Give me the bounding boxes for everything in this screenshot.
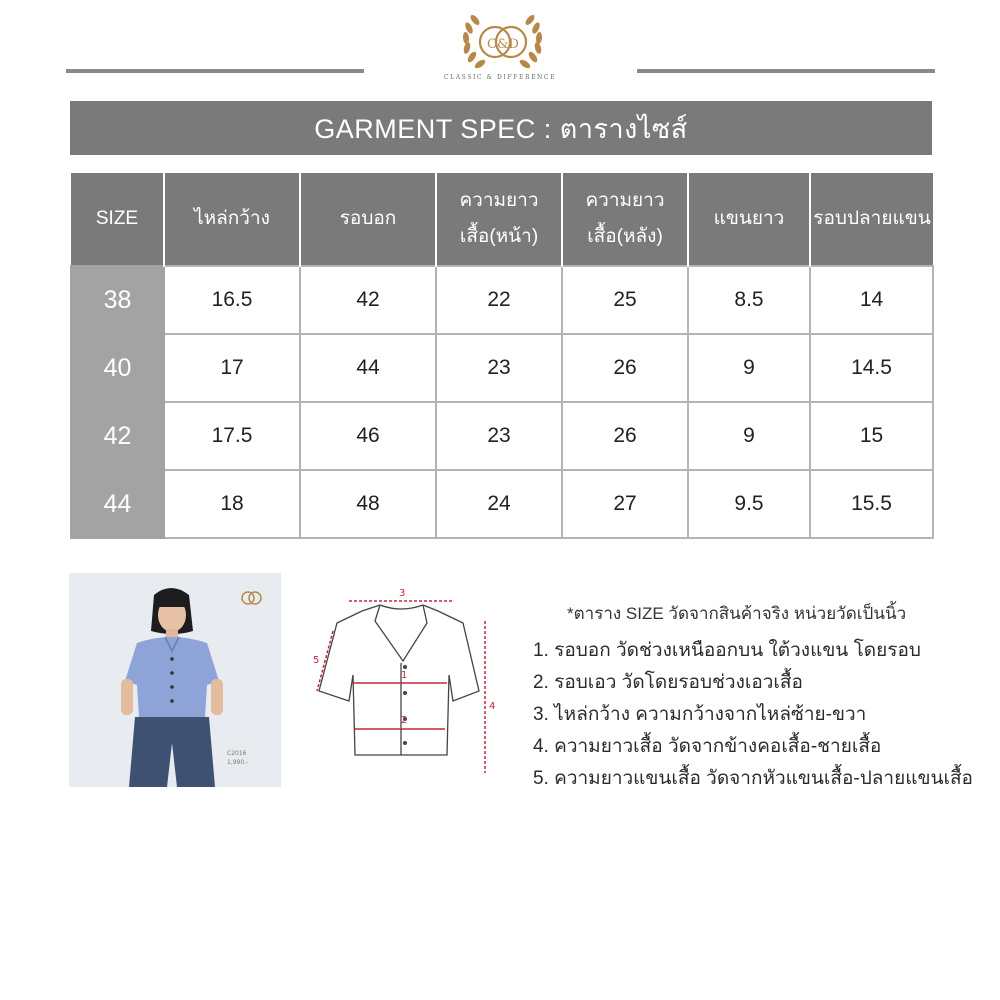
measurement-diagram bbox=[305, 583, 505, 778]
diagram-label-1: 1 bbox=[401, 670, 408, 681]
table-cell: 8.5 bbox=[688, 266, 810, 334]
diagram-label-2: 2 bbox=[401, 715, 408, 726]
size-cell: 40 bbox=[71, 334, 164, 402]
note-item: 1. รอบอก วัดช่วงเหนืออกบน ใต้วงแขน โดยรอบ bbox=[533, 640, 921, 661]
header-shoulder-width: ไหล่กว้าง bbox=[164, 173, 300, 266]
table-cell: 17.5 bbox=[164, 402, 300, 470]
notes-heading: *ตาราง SIZE วัดจากสินค้าจริง หน่วยวัดเป็นนิ้ว bbox=[567, 604, 907, 623]
shirt-outline bbox=[319, 605, 479, 755]
note-item: 2. รอบเอว วัดโดยรอบช่วงเอวเสื้อ bbox=[533, 672, 803, 693]
table-cell: 22 bbox=[436, 266, 562, 334]
table-cell: 26 bbox=[562, 402, 688, 470]
note-item: 4. ความยาวเสื้อ วัดจากข้างคอเสื้อ-ชายเสื้อ bbox=[533, 736, 882, 757]
header-sleeve-opening: รอบปลายแขน bbox=[810, 173, 933, 266]
table-header-row bbox=[71, 173, 933, 266]
table-cell: 16.5 bbox=[164, 266, 300, 334]
size-cell: 38 bbox=[71, 266, 164, 334]
diagram-label-5: 5 bbox=[313, 655, 320, 666]
model-illustration bbox=[69, 573, 281, 787]
photo-tag-code: C2016 bbox=[227, 750, 247, 757]
table-row bbox=[71, 470, 933, 538]
title-bar bbox=[70, 101, 932, 155]
header-rule-left bbox=[66, 69, 364, 73]
page-title: GARMENT SPEC : ตารางไซส์ bbox=[314, 113, 688, 144]
table-cell: 48 bbox=[300, 470, 436, 538]
size-cell: 42 bbox=[71, 402, 164, 470]
table-row bbox=[71, 334, 933, 402]
table-cell: 42 bbox=[300, 266, 436, 334]
header-chest: รอบอก bbox=[300, 173, 436, 266]
table-cell: 15 bbox=[810, 402, 933, 470]
header-rule-right bbox=[637, 69, 935, 73]
table-cell: 46 bbox=[300, 402, 436, 470]
header-sleeve-length: แขนยาว bbox=[688, 173, 810, 266]
table-cell: 24 bbox=[436, 470, 562, 538]
table-row bbox=[71, 402, 933, 470]
diagram-label-3: 3 bbox=[399, 588, 406, 599]
brand-logo bbox=[455, 8, 550, 74]
brand-tagline: CLASSIC & DIFFERENCE bbox=[443, 74, 557, 81]
table-cell: 17 bbox=[164, 334, 300, 402]
model-photo bbox=[69, 573, 281, 787]
table-cell: 26 bbox=[562, 334, 688, 402]
brand-monogram: C&D bbox=[487, 37, 519, 52]
note-item: 5. ความยาวแขนเสื้อ วัดจากหัวแขนเสื้อ-ปลายแขนเสื้อ bbox=[533, 768, 973, 789]
header-size: SIZE bbox=[71, 173, 164, 266]
table-cell: 9 bbox=[688, 334, 810, 402]
table-row bbox=[71, 266, 933, 334]
note-item: 3. ไหล่กว้าง ความกว้างจากไหล่ซ้าย-ขวา bbox=[533, 704, 867, 725]
table-cell: 27 bbox=[562, 470, 688, 538]
diagram-label-4: 4 bbox=[489, 701, 496, 712]
table-cell: 14 bbox=[810, 266, 933, 334]
table-cell: 18 bbox=[164, 470, 300, 538]
photo-tag-price: 1,990.- bbox=[227, 759, 249, 766]
table-cell: 25 bbox=[562, 266, 688, 334]
header-back-length: ความยาว เสื้อ(หลัง) bbox=[562, 173, 688, 266]
header-front-length: ความยาว เสื้อ(หน้า) bbox=[436, 173, 562, 266]
table-cell: 15.5 bbox=[810, 470, 933, 538]
size-cell: 44 bbox=[71, 470, 164, 538]
table-cell: 44 bbox=[300, 334, 436, 402]
table-cell: 23 bbox=[436, 334, 562, 402]
table-cell: 14.5 bbox=[810, 334, 933, 402]
table-cell: 9 bbox=[688, 402, 810, 470]
table-cell: 9.5 bbox=[688, 470, 810, 538]
table-cell: 23 bbox=[436, 402, 562, 470]
measurement-notes bbox=[533, 600, 973, 795]
size-spec-table bbox=[70, 173, 934, 539]
